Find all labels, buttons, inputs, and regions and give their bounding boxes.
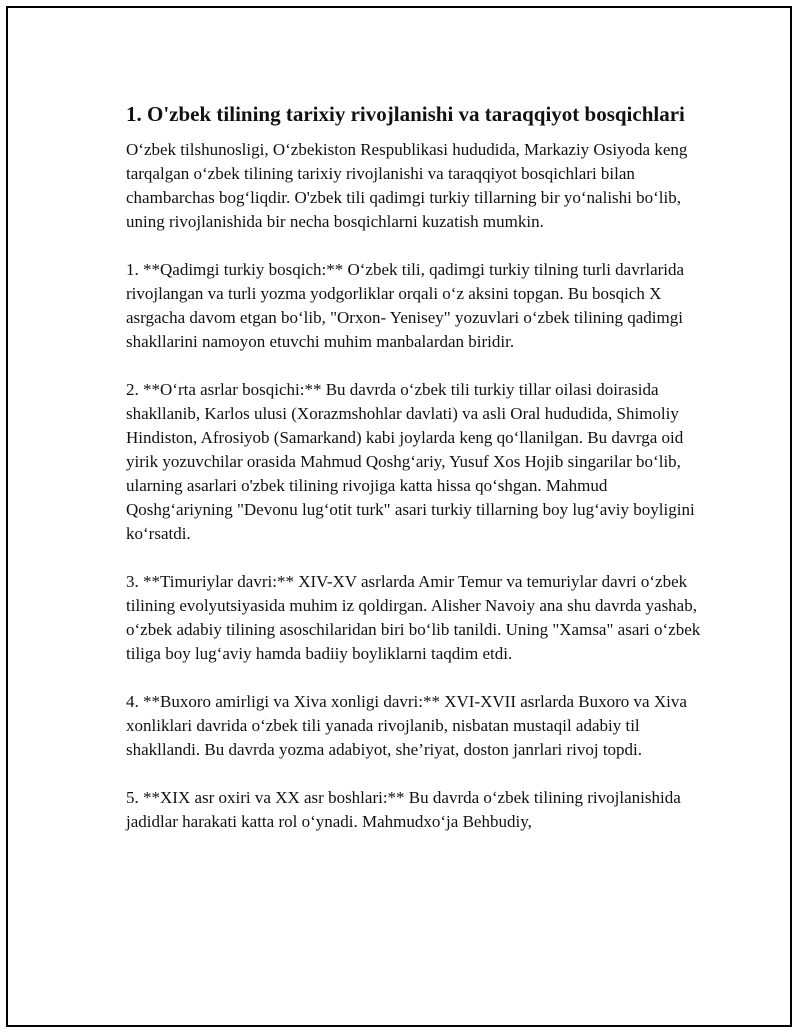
paragraph-intro: O‘zbek tilshunosligi, O‘zbekiston Respublikasi hududida, Markaziy Osiyoda keng tarqalgan o‘zbek tilining tarixiy rivojlanishi va taraqqiyot bosqichlari bilan chambarchas bog‘liqdir. O'zbek tili qadimgi turkiy tillarning bir yo‘nalishi bo‘lib, uning rivojlanishida bir necha bosqichlarni kuzatish mumkin.	[126, 140, 688, 231]
document-title: 1. O'zbek tilining tarixiy rivojlanishi va taraqqiyot bosqichlari	[126, 102, 685, 126]
document-body	[126, 100, 706, 858]
paragraph-stage-3: 3. **Timuriylar davri:** XIV-XV asrlarda Amir Temur va temuriylar davri o‘zbek tilining evolyutsiyasida muhim iz qoldirgan. Alisher Navoiy ana shu davrda yashab, o‘zbek adabiy tilining asoschilaridan biri bo‘lib tanildi. Uning "Xamsa" asari o‘zbek tiliga boy lug‘aviy hamda badiiy boyliklarni taqdim etdi.	[126, 572, 701, 663]
paragraph-stage-5: 5. **XIX asr oxiri va XX asr boshlari:** Bu davrda o‘zbek tilining rivojlanishida jadidlar harakati katta rol o‘ynadi. Mahmudxo‘ja Behbudiy,	[126, 788, 681, 831]
paragraph-stage-4: 4. **Buxoro amirligi va Xiva xonligi davri:** XVI-XVII asrlarda Buxoro va Xiva xonliklari davrida o‘zbek tili yanada rivojlanib, nisbatan mustaqil adabiy til shakllandi. Bu davrda yozma adabiyot, she’riyat, doston janrlari rivoj topdi.	[126, 692, 687, 759]
page-frame	[6, 6, 792, 1027]
paragraph-stage-2: 2. **O‘rta asrlar bosqichi:** Bu davrda o‘zbek tili turkiy tillar oilasi doirasida shakllanib, Karlos ulusi (Xorazmshohlar davlati) va asli Oral hududida, Shimoliy Hindiston, Afrosiyob (Samarkand) kabi joylarda keng qo‘llanilgan. Bu davrga oid yirik yozuvchilar orasida Mahmud Qoshg‘ariy, Yusuf Xos Hojib singarilar bo‘lib, ularning asarlari o'zbek tilining rivojiga katta hissa qo‘shgan. Mahmud Qoshg‘ariyning "Devonu lug‘otit turk" asari turkiy tillarning boy lug‘aviy boyligini ko‘rsatdi.	[126, 380, 695, 543]
paragraph-stage-1: 1. **Qadimgi turkiy bosqich:** O‘zbek tili, qadimgi turkiy tilning turli davrlarida rivojlangan va turli yozma yodgorliklar orqali o‘z aksini topgan. Bu bosqich X asrgacha davom etgan bo‘lib, "Orxon- Yenisey" yozuvlari o‘zbek tilining qadimgi shakllarini namoyon etuvchi muhim manbalardan biridir.	[126, 260, 685, 351]
